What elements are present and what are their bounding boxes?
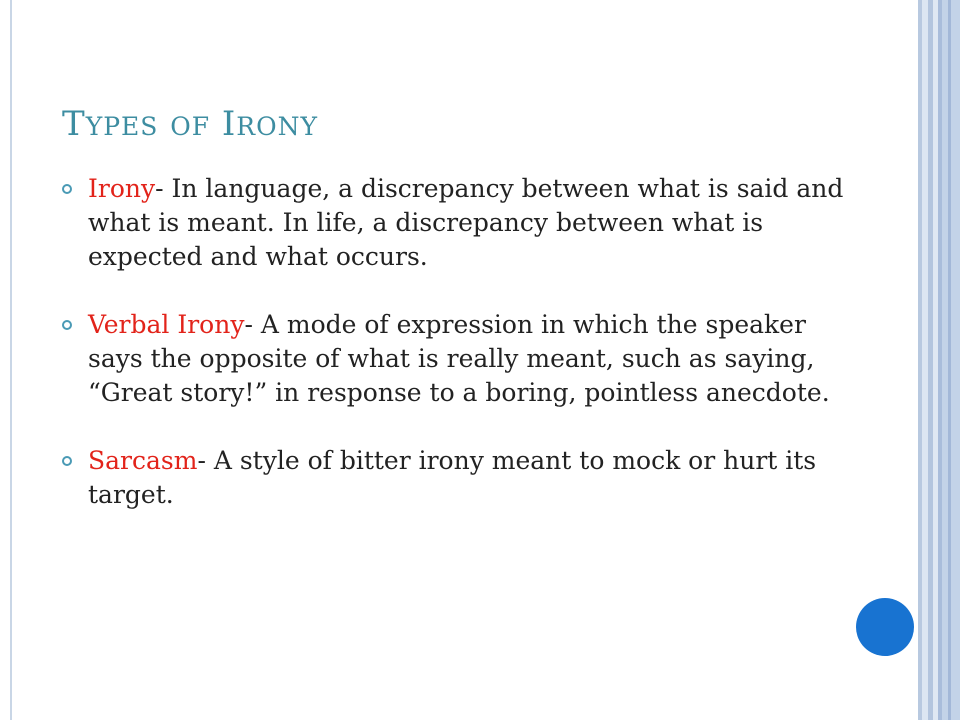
bullet-circle-icon: [62, 456, 72, 466]
bullet-definition: - A style of bitter irony meant to mock or hurt its target.: [88, 446, 817, 509]
bullet-list: [62, 172, 862, 546]
bullet-circle-icon: [62, 320, 72, 330]
title-initial: T: [62, 104, 86, 144]
decorative-circle: [856, 598, 914, 656]
slide-title: [62, 104, 318, 144]
right-decorative-band: [948, 0, 951, 720]
bullet-item: [62, 308, 862, 410]
title-word-rest: RONY: [236, 112, 318, 141]
bullet-term: Sarcasm: [88, 446, 198, 475]
title-initial: I: [221, 104, 237, 144]
bullet-term: Irony: [88, 174, 156, 203]
bullet-item: [62, 444, 862, 512]
bullet-item: [62, 172, 862, 274]
bullet-definition: - A mode of expression in which the speaker says the opposite of what is really meant, such as saying, “Great story!” in response to a boring, pointless anecdote.: [88, 310, 830, 407]
title-word: OF: [170, 112, 211, 141]
left-frame-line: [10, 0, 12, 720]
right-decorative-band: [942, 0, 960, 720]
bullet-definition: - In language, a discrepancy between what is said and what is meant. In life, a discrepancy between what is expected and what occurs.: [88, 174, 844, 271]
title-word-rest: YPES: [85, 112, 159, 141]
bullet-circle-icon: [62, 184, 72, 194]
bullet-term: Verbal Irony: [88, 310, 245, 339]
